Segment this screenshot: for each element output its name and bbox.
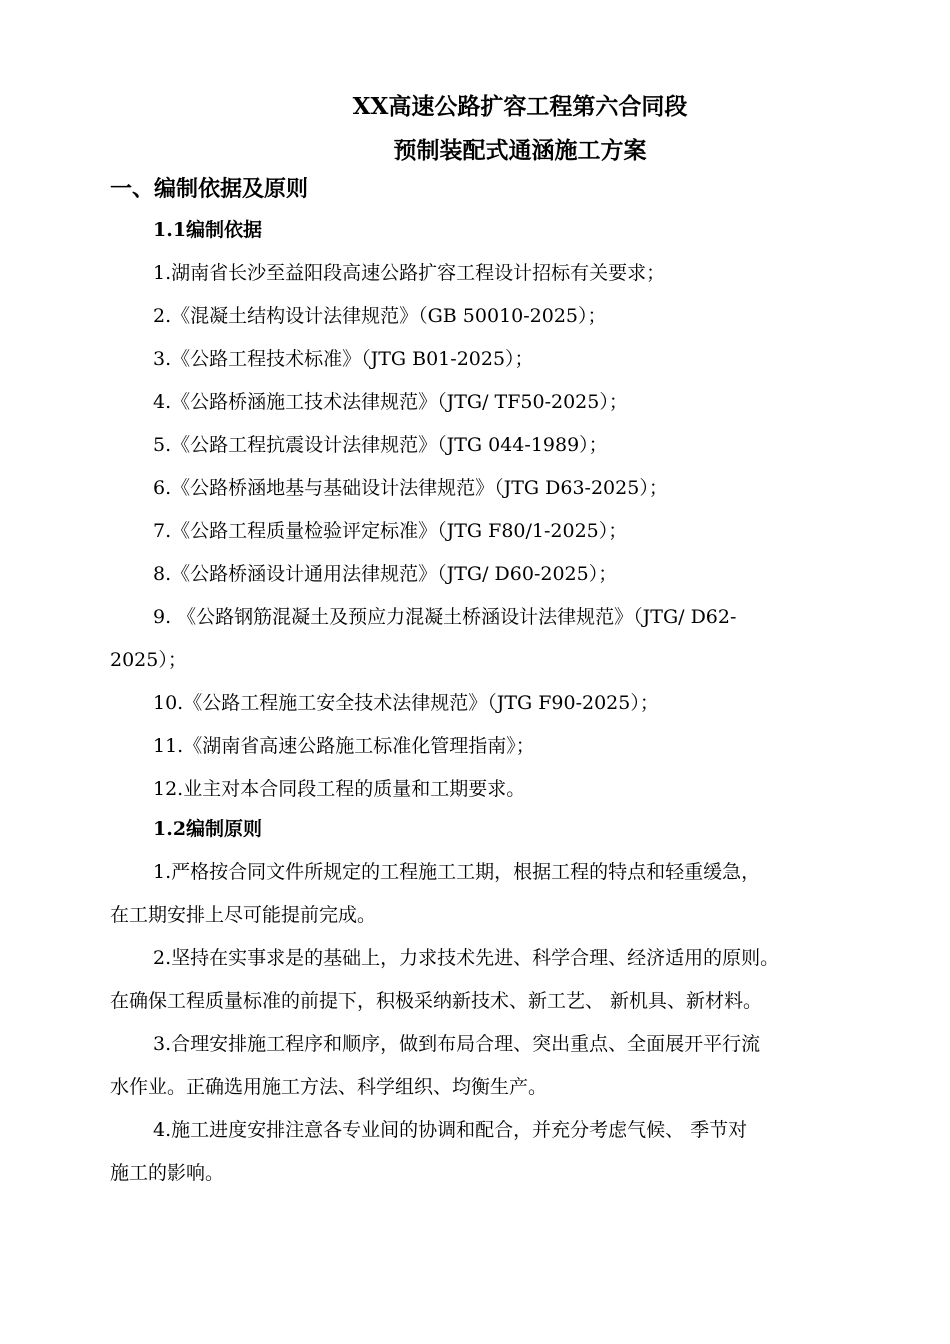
principle-line: 在确保工程质量标准的前提下，积极采纳新技术、新工艺、 新机具、新材料。 [110, 990, 763, 1012]
basis-item: 11.《湖南省高速公路施工标准化管理指南》； [153, 735, 535, 757]
basis-item-continuation: 2025）； [110, 649, 187, 671]
basis-item: 9. 《公路钢筋混凝土及预应力混凝土桥涵设计法律规范》（JTG/ D62- [153, 606, 737, 628]
principle-line: 4.施工进度安排注意各专业间的协调和配合，并充分考虑气候、 季节对 [153, 1119, 748, 1141]
basis-item: 4.《公路桥涵施工技术法律规范》（JTG/ TF50-2025）； [153, 391, 628, 413]
subsection-heading-1-2: 1.2编制原则 [153, 818, 263, 840]
basis-item: 6.《公路桥涵地基与基础设计法律规范》（JTG D63-2025）； [153, 477, 668, 499]
principle-line: 水作业。正确选用施工方法、科学组织、均衡生产。 [110, 1076, 548, 1098]
section-heading-1: 一、编制依据及原则 [110, 176, 309, 202]
basis-item: 7.《公路工程质量检验评定标准》（JTG F80/1-2025）； [153, 520, 628, 542]
subsection-heading-1-1: 1.1编制依据 [153, 219, 263, 241]
basis-item: 12.业主对本合同段工程的质量和工期要求。 [153, 778, 526, 800]
principle-line: 施工的影响。 [110, 1162, 225, 1184]
basis-item: 1.湖南省长沙至益阳段高速公路扩容工程设计招标有关要求； [153, 262, 666, 284]
principle-line: 1.严格按合同文件所规定的工程施工工期，根据工程的特点和轻重缓急， [153, 861, 761, 883]
basis-item: 5.《公路工程抗震设计法律规范》（JTG 044-1989）； [153, 434, 608, 456]
basis-item: 2.《混凝土结构设计法律规范》（GB 50010-2025）； [153, 305, 607, 327]
basis-item: 10.《公路工程施工安全技术法律规范》（JTG F90-2025）； [153, 692, 659, 714]
principle-line: 2.坚持在实事求是的基础上，力求技术先进、科学合理、经济适用的原则。 [153, 947, 780, 969]
basis-item: 8.《公路桥涵设计通用法律规范》（JTG/ D60-2025）； [153, 563, 618, 585]
document-title-line1: XX高速公路扩容工程第六合同段 [352, 93, 688, 120]
principle-line: 在工期安排上尽可能提前完成。 [110, 904, 377, 926]
basis-item: 3.《公路工程技术标准》（JTG B01-2025）； [153, 348, 534, 370]
document-title-line2: 预制装配式通涵施工方案 [393, 137, 647, 164]
principle-line: 3.合理安排施工程序和顺序，做到布局合理、突出重点、全面展开平行流 [153, 1033, 761, 1055]
